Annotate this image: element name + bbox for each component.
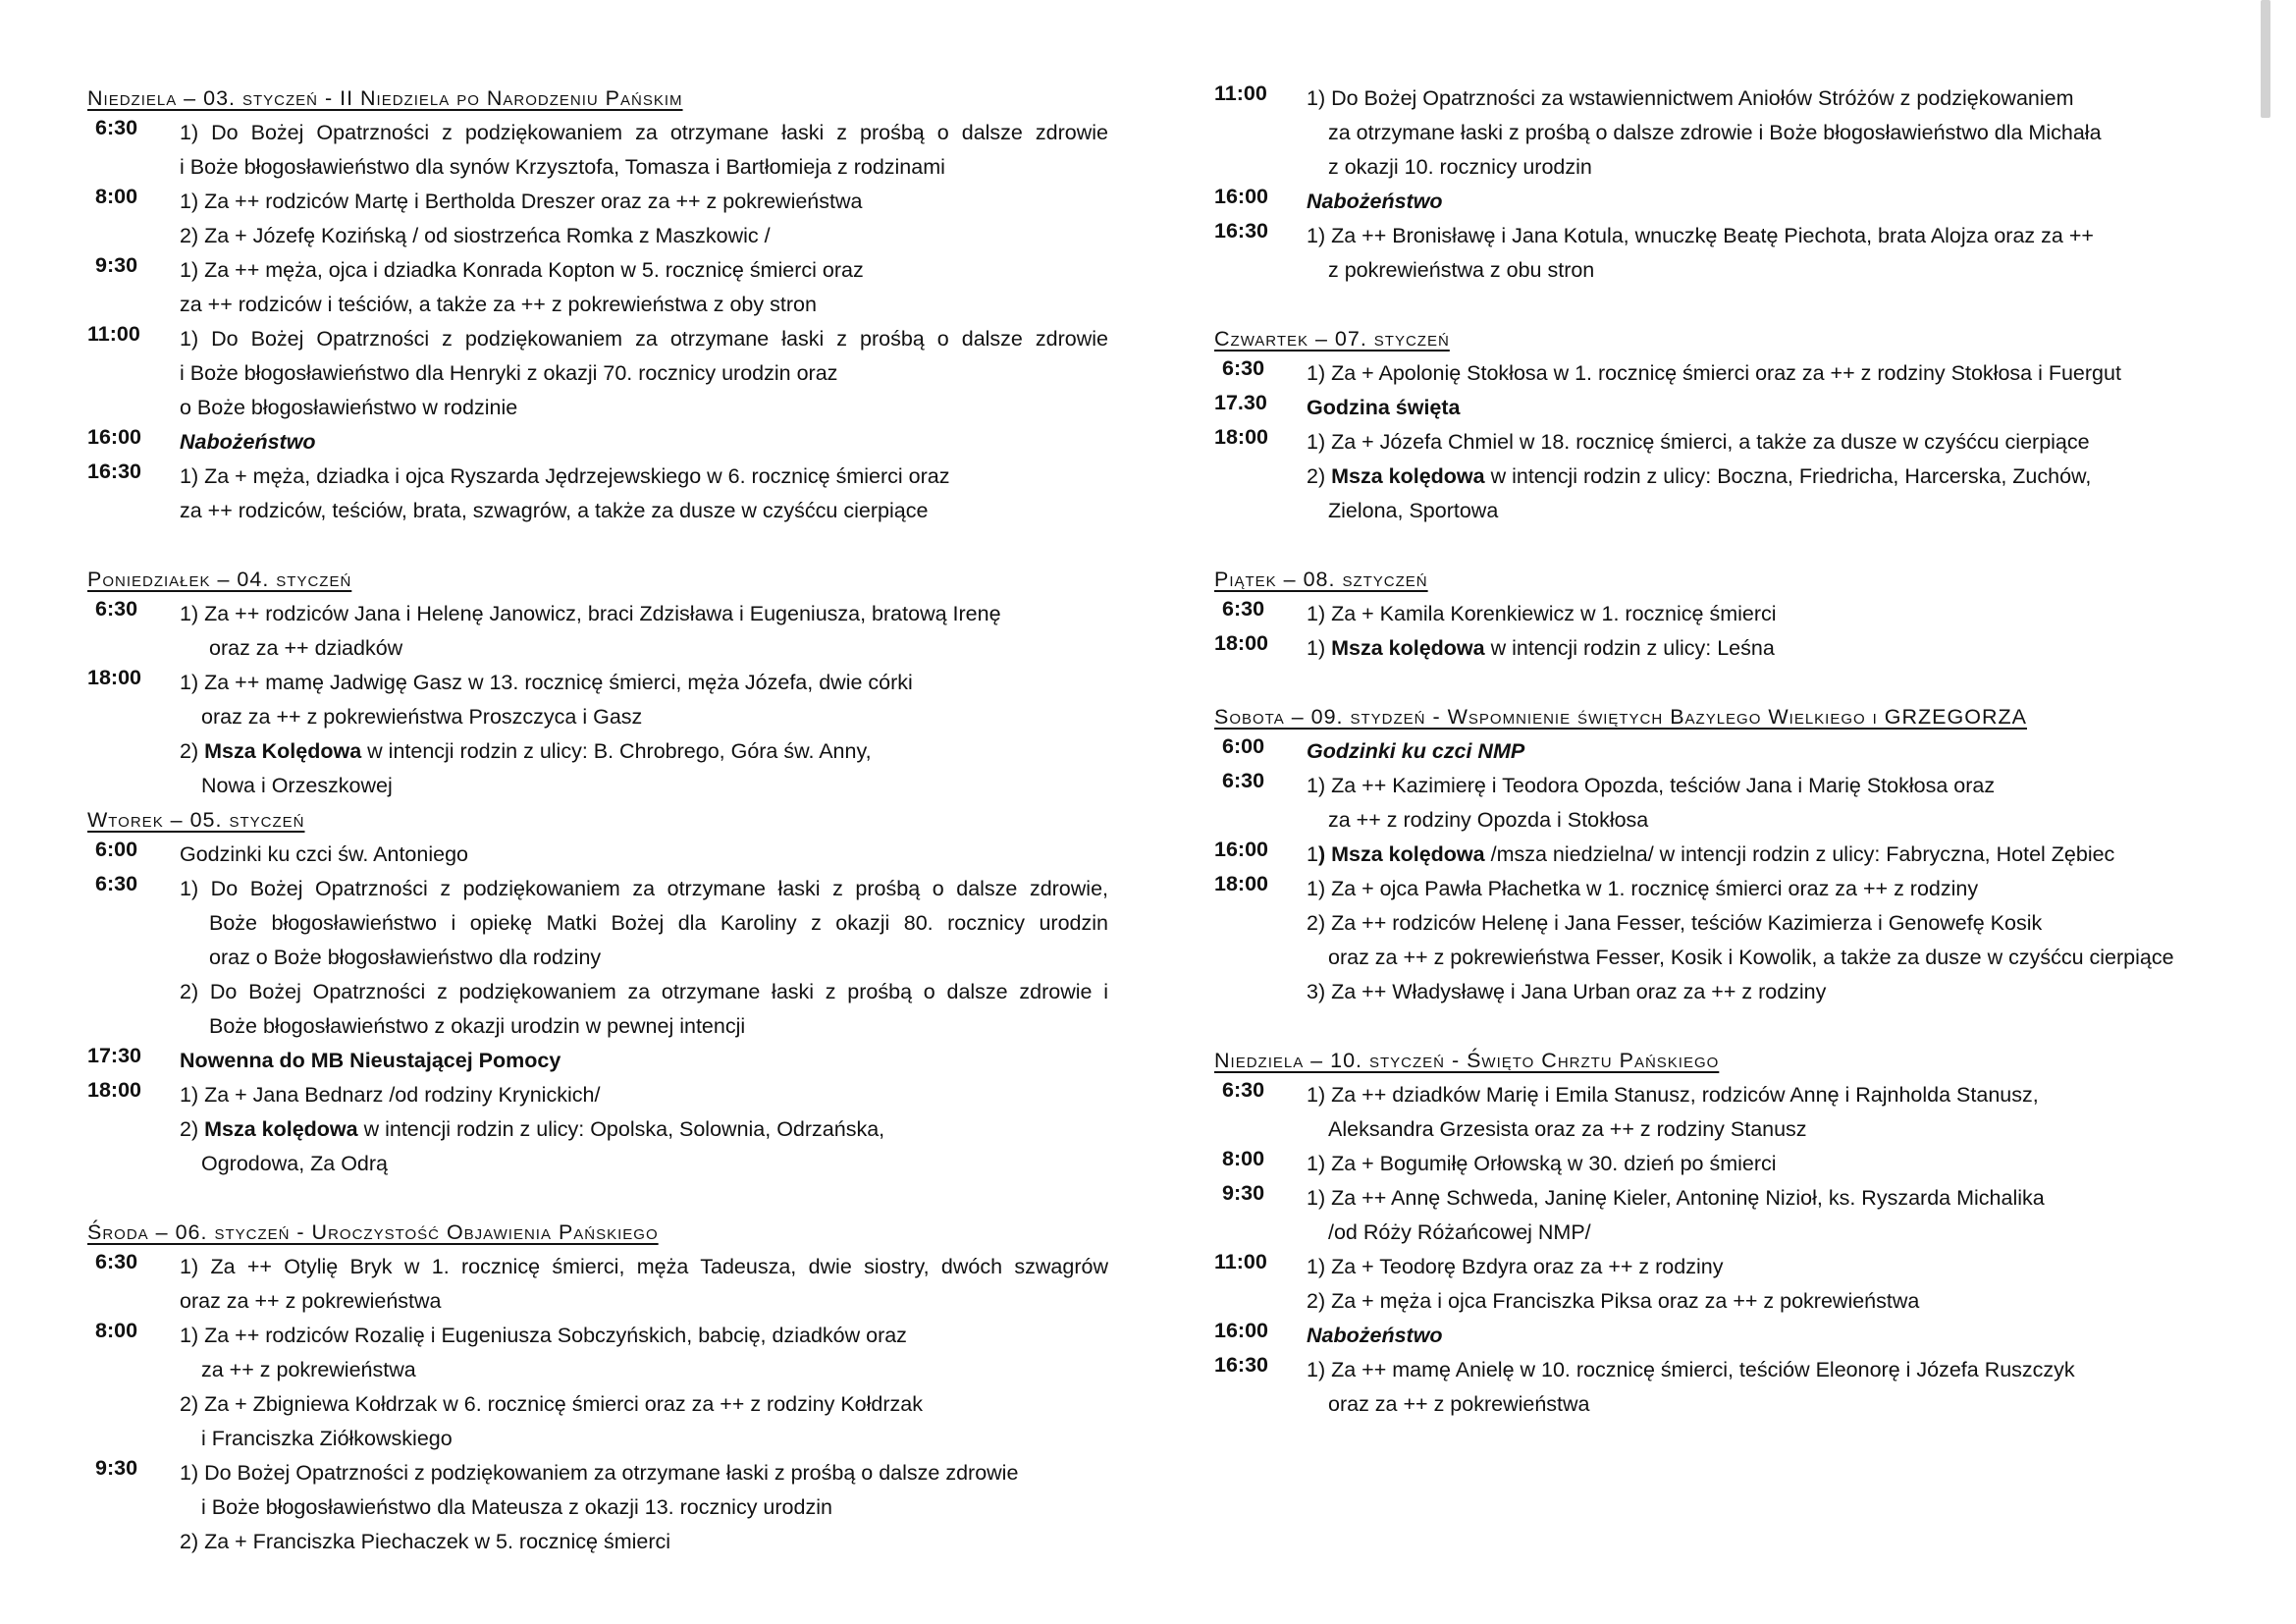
mass-entry bbox=[87, 1078, 1108, 1181]
intention-text: 1) Za ++ Otylię Bryk w 1. rocznicę śmierci, męża Tadeusza, dwie siostry, dwóch szwagrów bbox=[180, 1255, 1108, 1278]
intention-line bbox=[1307, 150, 2225, 185]
intention-line bbox=[180, 219, 1108, 253]
intention-line bbox=[1307, 1250, 2225, 1284]
mass-entry bbox=[87, 425, 1108, 460]
intention-line bbox=[180, 1525, 1108, 1559]
intention-lines bbox=[1307, 219, 2225, 288]
right-column bbox=[1214, 81, 2225, 1422]
intention-line bbox=[180, 1250, 1108, 1284]
intention-line bbox=[1307, 391, 2225, 425]
intention-line bbox=[180, 838, 1108, 872]
intention-text: za ++ z pokrewieństwa bbox=[201, 1358, 416, 1381]
intention-text: oraz za ++ z pokrewieństwa bbox=[1328, 1392, 1590, 1416]
intention-line bbox=[1307, 81, 2225, 116]
intention-text: 2) Za + Zbigniewa Kołdrzak w 6. rocznicę śmierci oraz za ++ z rodziny Kołdrzak bbox=[180, 1392, 923, 1416]
section-gap bbox=[87, 528, 1108, 563]
mass-time: 18:00 bbox=[1214, 872, 1268, 895]
mass-entry bbox=[1214, 597, 2225, 631]
day-heading: Sobota – 09. stydzeń - Wspomnienie świętych Bazylego Wielkiego i GRZEGORZA bbox=[1214, 705, 2027, 729]
intention-lines bbox=[1307, 872, 2225, 1009]
intention-line bbox=[1307, 597, 2225, 631]
intention-line bbox=[1307, 1284, 2225, 1319]
left-column bbox=[87, 81, 1108, 1559]
intention-text: 1) Za ++ męża, ojca i dziadka Konrada Kopton w 5. rocznicę śmierci oraz bbox=[180, 258, 864, 282]
intention-text: Boże błogosławieństwo z okazji urodzin w pewnej intencji bbox=[209, 1014, 746, 1038]
intention-line bbox=[180, 1009, 1108, 1044]
intention-lines bbox=[180, 1319, 1108, 1456]
mass-time: 18:00 bbox=[87, 1078, 141, 1102]
intention-line bbox=[180, 1078, 1108, 1112]
intention-text: 2) Za ++ rodziców Helenę i Jana Fesser, teściów Kazimierza i Genowefę Kosik bbox=[1307, 911, 2043, 935]
mass-entry bbox=[1214, 1078, 2225, 1147]
mass-time: 11:00 bbox=[1214, 81, 1267, 105]
mass-time: 6:00 bbox=[1222, 734, 1265, 758]
intention-line bbox=[180, 1044, 1108, 1078]
mass-entry bbox=[87, 460, 1108, 528]
intention-line bbox=[1307, 941, 2225, 975]
emphasis-text: Godzina święta bbox=[1307, 396, 1461, 419]
intention-text: 1) Za ++ dziadków Marię i Emila Stanusz, rodziców Annę i Rajnholda Stanusz, bbox=[1307, 1083, 2039, 1107]
mass-time: 6:30 bbox=[1222, 769, 1265, 792]
day-heading: Niedziela – 03. styczeń - II Niedziela po Narodzeniu Pańskim bbox=[87, 86, 683, 110]
intention-text: 1) Za + ojca Pawła Płachetka w 1. rocznicę śmierci oraz za ++ z rodziny bbox=[1307, 877, 1979, 900]
intention-line bbox=[180, 1422, 1108, 1456]
intention-text: o Boże błogosławieństwo w rodzinie bbox=[180, 396, 518, 419]
mass-entry bbox=[1214, 1147, 2225, 1181]
intention-line bbox=[180, 769, 1108, 803]
intention-lines bbox=[1307, 356, 2225, 391]
mass-time: 16:30 bbox=[87, 460, 141, 483]
mass-entry bbox=[1214, 185, 2225, 219]
intention-text: 1) Za ++ rodziców Jana i Helenę Janowicz, braci Zdzisława i Eugeniusza, bratową Irenę bbox=[180, 602, 1001, 625]
intention-lines bbox=[180, 253, 1108, 322]
intention-lines bbox=[1307, 734, 2225, 769]
day-heading: Piątek – 08. sztyczeń bbox=[1214, 568, 1428, 591]
intention-lines bbox=[1307, 597, 2225, 631]
mass-entry bbox=[1214, 219, 2225, 288]
mass-time: 8:00 bbox=[95, 185, 138, 208]
day-section bbox=[1214, 700, 2225, 1044]
mass-entry bbox=[1214, 356, 2225, 391]
intention-lines bbox=[180, 185, 1108, 253]
section-gap bbox=[87, 1181, 1108, 1216]
intention-text: 1) Do Bożej Opatrzności z podziękowaniem za otrzymane łaski z prośbą o dalsze zdrowie bbox=[180, 121, 1108, 144]
mass-time: 6:30 bbox=[95, 597, 138, 621]
mass-entry bbox=[1214, 734, 2225, 769]
day-section bbox=[1214, 563, 2225, 700]
intention-text: 1) Za + Kamila Korenkiewicz w 1. rocznicę śmierci bbox=[1307, 602, 1777, 625]
intention-line bbox=[1307, 872, 2225, 906]
intention-line bbox=[180, 460, 1108, 494]
intention-line bbox=[180, 288, 1108, 322]
mass-entry bbox=[87, 838, 1108, 872]
intention-line bbox=[1307, 838, 2225, 872]
intention-lines bbox=[1307, 1078, 2225, 1147]
mass-entry bbox=[1214, 631, 2225, 666]
intention-text: oraz za ++ z pokrewieństwa bbox=[180, 1289, 442, 1313]
intention-line bbox=[180, 1353, 1108, 1387]
intention-lines bbox=[1307, 1147, 2225, 1181]
mass-time: 6:30 bbox=[95, 872, 138, 895]
mass-time: 9:30 bbox=[95, 1456, 138, 1480]
intention-line bbox=[180, 1319, 1108, 1353]
intention-text: za ++ rodziców i teściów, a także za ++ z pokrewieństwa z oby stron bbox=[180, 293, 817, 316]
emphasis-text: Godzinki ku czci NMP bbox=[1307, 739, 1525, 763]
intention-text: /od Róży Różańcowej NMP/ bbox=[1328, 1220, 1591, 1244]
intention-line bbox=[180, 666, 1108, 700]
day-heading: Środa – 06. styczeń - Uroczystość Objawienia Pańskiego bbox=[87, 1220, 659, 1244]
intention-text: 1 bbox=[1307, 842, 1318, 866]
intention-text: 1) Za ++ rodziców Martę i Bertholda Dreszer oraz za ++ z pokrewieństwa bbox=[180, 189, 863, 213]
emphasis-text: Msza kolędowa bbox=[1331, 636, 1485, 660]
mass-time: 11:00 bbox=[1214, 1250, 1267, 1273]
intention-line bbox=[1307, 1147, 2225, 1181]
mass-entry bbox=[1214, 872, 2225, 1009]
mass-entry bbox=[87, 1319, 1108, 1456]
emphasis-text: Nabożeństwo bbox=[180, 430, 316, 454]
intention-line bbox=[180, 185, 1108, 219]
intention-line bbox=[1307, 116, 2225, 150]
emphasis-text: Msza kolędowa bbox=[1331, 464, 1485, 488]
intention-line bbox=[180, 494, 1108, 528]
mass-time: 16:00 bbox=[87, 425, 141, 449]
intention-line bbox=[1307, 425, 2225, 460]
mass-entry bbox=[87, 1456, 1108, 1559]
intention-text: Nowa i Orzeszkowej bbox=[201, 774, 393, 797]
mass-time: 6:30 bbox=[1222, 356, 1265, 380]
mass-entry bbox=[87, 872, 1108, 1044]
intention-lines bbox=[180, 1044, 1108, 1078]
emphasis-text: ) Msza kolędowa bbox=[1317, 842, 1485, 866]
mass-entry bbox=[1214, 838, 2225, 872]
intention-lines bbox=[1307, 1319, 2225, 1353]
emphasis-text: Nowenna do MB Nieustającej Pomocy bbox=[180, 1049, 561, 1072]
intention-line bbox=[1307, 1078, 2225, 1112]
intention-line bbox=[180, 1284, 1108, 1319]
day-heading: Wtorek – 05. styczeń bbox=[87, 808, 305, 832]
intention-line bbox=[1307, 1353, 2225, 1387]
intention-lines bbox=[180, 1456, 1108, 1559]
mass-time: 17.30 bbox=[1214, 391, 1267, 414]
mass-entry bbox=[87, 116, 1108, 185]
intention-text: 1) Za + Teodorę Bzdyra oraz za ++ z rodziny bbox=[1307, 1255, 1724, 1278]
mass-time: 6:30 bbox=[1222, 1078, 1265, 1102]
intention-text: za ++ z rodziny Opozda i Stokłosa bbox=[1328, 808, 1649, 832]
section-gap bbox=[1214, 666, 2225, 700]
intention-text: 1) Do Bożej Opatrzności z podziękowaniem za otrzymane łaski z prośbą o dalsze zdrowie bbox=[180, 327, 1108, 351]
intention-text: 1) Do Bożej Opatrzności z podziękowaniem za otrzymane łaski z prośbą o dalsze zdrowie bbox=[180, 1461, 1019, 1485]
intention-lines bbox=[180, 838, 1108, 872]
intention-line bbox=[180, 391, 1108, 425]
intention-lines bbox=[180, 425, 1108, 460]
intention-text: 1) Do Bożej Opatrzności za wstawiennictwem Aniołów Stróżów z podziękowaniem bbox=[1307, 86, 2074, 110]
intention-text: oraz za ++ z pokrewieństwa Proszczyca i Gasz bbox=[201, 705, 643, 729]
mass-entry bbox=[1214, 1353, 2225, 1422]
intention-line bbox=[1307, 769, 2225, 803]
day-section bbox=[1214, 322, 2225, 563]
mass-time: 17:30 bbox=[87, 1044, 141, 1067]
mass-entry bbox=[1214, 769, 2225, 838]
intention-text: z okazji 10. rocznicy urodzin bbox=[1328, 155, 1592, 179]
intention-line bbox=[1307, 460, 2225, 494]
mass-entry bbox=[87, 597, 1108, 666]
intention-line bbox=[1307, 1387, 2225, 1422]
emphasis-text: Msza Kolędowa bbox=[204, 739, 362, 763]
intention-line bbox=[1307, 1181, 2225, 1216]
intention-lines bbox=[180, 597, 1108, 666]
intention-text: 1) Do Bożej Opatrzności z podziękowaniem za otrzymane łaski z prośbą o dalsze zdrowie, bbox=[180, 877, 1108, 900]
mass-entry bbox=[87, 253, 1108, 322]
intention-line bbox=[1307, 631, 2225, 666]
intention-text: Godzinki ku czci św. Antoniego bbox=[180, 842, 468, 866]
mass-time: 16:00 bbox=[1214, 185, 1268, 208]
day-section bbox=[87, 81, 1108, 563]
intention-line bbox=[180, 116, 1108, 150]
mass-entry bbox=[1214, 81, 2225, 185]
intention-line bbox=[180, 1387, 1108, 1422]
intention-line bbox=[1307, 1216, 2225, 1250]
intention-line bbox=[180, 700, 1108, 734]
day-heading: Poniedziałek – 04. styczeń bbox=[87, 568, 352, 591]
intention-line bbox=[180, 425, 1108, 460]
mass-time: 6:30 bbox=[95, 1250, 138, 1273]
intention-text: 2) bbox=[1307, 464, 1332, 488]
mass-time: 18:00 bbox=[87, 666, 141, 689]
intention-text: 2) bbox=[180, 739, 205, 763]
intention-line bbox=[180, 1112, 1108, 1147]
intention-line bbox=[180, 631, 1108, 666]
intention-text: Aleksandra Grzesista oraz za ++ z rodziny Stanusz bbox=[1328, 1117, 1807, 1141]
intention-lines bbox=[180, 666, 1108, 803]
mass-time: 8:00 bbox=[95, 1319, 138, 1342]
intention-line bbox=[1307, 975, 2225, 1009]
section-gap bbox=[1214, 528, 2225, 563]
section-gap bbox=[1214, 1009, 2225, 1044]
intention-text: 1) Za + Apolonię Stokłosa w 1. rocznicę śmierci oraz za ++ z rodziny Stokłosa i Fuergut bbox=[1307, 361, 2121, 385]
mass-entry bbox=[1214, 1250, 2225, 1319]
mass-entry bbox=[87, 666, 1108, 803]
intention-text: i Boże błogosławieństwo dla Mateusza z okazji 13. rocznicy urodzin bbox=[201, 1495, 832, 1519]
mass-time: 6:00 bbox=[95, 838, 138, 861]
intention-text: 2) Za + Franciszka Piechaczek w 5. rocznicę śmierci bbox=[180, 1530, 671, 1553]
intention-line bbox=[180, 941, 1108, 975]
intention-line bbox=[1307, 253, 2225, 288]
intention-text: 1) Za + męża, dziadka i ojca Ryszarda Jędrzejewskiego w 6. rocznicę śmierci oraz bbox=[180, 464, 950, 488]
intention-text: w intencji rodzin z ulicy: Opolska, Solownia, Odrzańska, bbox=[357, 1117, 885, 1141]
mass-time: 6:30 bbox=[95, 116, 138, 139]
intention-lines bbox=[1307, 1181, 2225, 1250]
intention-text: 1) Za + Józefa Chmiel w 18. rocznicę śmierci, a także za dusze w czyśćcu cierpiące bbox=[1307, 430, 2090, 454]
intention-text: w intencji rodzin z ulicy: Boczna, Friedricha, Harcerska, Zuchów, bbox=[1484, 464, 2092, 488]
day-section bbox=[87, 803, 1108, 1216]
mass-time: 11:00 bbox=[87, 322, 140, 346]
day-section bbox=[87, 563, 1108, 803]
intention-text: 2) Za + Józefę Kozińską / od siostrzeńca Romka z Maszkowic / bbox=[180, 224, 771, 247]
day-section bbox=[1214, 1044, 2225, 1422]
intention-line bbox=[180, 1456, 1108, 1490]
mass-entry bbox=[1214, 425, 2225, 528]
section-gap bbox=[1214, 288, 2225, 322]
mass-entry bbox=[1214, 391, 2225, 425]
intention-text: oraz o Boże błogosławieństwo dla rodziny bbox=[209, 946, 602, 969]
day-heading: Czwartek – 07. styczeń bbox=[1214, 327, 1450, 351]
intention-line bbox=[180, 597, 1108, 631]
intention-text: za otrzymane łaski z prośbą o dalsze zdrowie i Boże błogosławieństwo dla Michała bbox=[1328, 121, 2102, 144]
mass-entry bbox=[87, 1044, 1108, 1078]
mass-time: 16:30 bbox=[1214, 1353, 1268, 1377]
intention-text: 1) bbox=[1307, 636, 1332, 660]
intention-text: oraz za ++ z pokrewieństwa Fesser, Kosik i Kowolik, a także za dusze w czyśćcu cierpiące bbox=[1328, 946, 2174, 969]
intention-text: 1) Za ++ Kazimierę i Teodora Opozda, teściów Jana i Marię Stokłosa oraz bbox=[1307, 774, 1996, 797]
intention-lines bbox=[1307, 769, 2225, 838]
intention-text: za ++ rodziców, teściów, brata, szwagrów, a także za dusze w czyśćcu cierpiące bbox=[180, 499, 929, 522]
intention-text: 1) Za ++ mamę Anielę w 10. rocznicę śmierci, teściów Eleonorę i Józefa Ruszczyk bbox=[1307, 1358, 2075, 1381]
intention-text: 2) bbox=[180, 1117, 205, 1141]
mass-time: 9:30 bbox=[95, 253, 138, 277]
intention-line bbox=[1307, 219, 2225, 253]
intention-text: 1) Za ++ mamę Jadwigę Gasz w 13. rocznicę śmierci, męża Józefa, dwie córki bbox=[180, 671, 913, 694]
intention-lines bbox=[180, 1250, 1108, 1319]
intention-lines bbox=[1307, 1353, 2225, 1422]
mass-time: 18:00 bbox=[1214, 631, 1268, 655]
intention-lines bbox=[1307, 391, 2225, 425]
intention-text: i Boże błogosławieństwo dla synów Krzysztofa, Tomasza i Bartłomieja z rodzinami bbox=[180, 155, 945, 179]
mass-entry bbox=[87, 185, 1108, 253]
mass-time: 9:30 bbox=[1222, 1181, 1265, 1205]
intention-line bbox=[180, 906, 1108, 941]
intention-text: 3) Za ++ Władysławę i Jana Urban oraz za ++ z rodziny bbox=[1307, 980, 1827, 1003]
intention-line bbox=[180, 1490, 1108, 1525]
intention-line bbox=[1307, 803, 2225, 838]
intention-line bbox=[1307, 185, 2225, 219]
intention-lines bbox=[180, 322, 1108, 425]
intention-text: /msza niedzielna/ w intencji rodzin z ulicy: Fabryczna, Hotel Zębiec bbox=[1484, 842, 2115, 866]
intention-lines bbox=[180, 872, 1108, 1044]
intention-lines bbox=[1307, 838, 2225, 872]
intention-line bbox=[1307, 1319, 2225, 1353]
intention-lines bbox=[1307, 81, 2225, 185]
intention-line bbox=[180, 872, 1108, 906]
intention-line bbox=[180, 356, 1108, 391]
mass-time: 8:00 bbox=[1222, 1147, 1265, 1170]
intention-line bbox=[180, 253, 1108, 288]
intention-text: w intencji rodzin z ulicy: Leśna bbox=[1484, 636, 1775, 660]
mass-time: 6:30 bbox=[1222, 597, 1265, 621]
intention-text: 2) Do Bożej Opatrzności z podziękowaniem za otrzymane łaski z prośbą o dalsze zdrowie i bbox=[180, 980, 1108, 1003]
mass-time: 16:00 bbox=[1214, 838, 1268, 861]
mass-time: 16:30 bbox=[1214, 219, 1268, 243]
intention-text: 2) Za + męża i ojca Franciszka Piksa oraz za ++ z pokrewieństwa bbox=[1307, 1289, 1920, 1313]
intention-text: i Boże błogosławieństwo dla Henryki z okazji 70. rocznicy urodzin oraz bbox=[180, 361, 838, 385]
mass-entry bbox=[1214, 1181, 2225, 1250]
intention-line bbox=[180, 150, 1108, 185]
intention-lines bbox=[1307, 185, 2225, 219]
intention-lines bbox=[1307, 631, 2225, 666]
emphasis-text: Nabożeństwo bbox=[1307, 189, 1443, 213]
day-section bbox=[1214, 81, 2225, 322]
intention-text: oraz za ++ dziadków bbox=[209, 636, 403, 660]
emphasis-text: Msza kolędowa bbox=[204, 1117, 358, 1141]
intention-lines bbox=[180, 1078, 1108, 1181]
intention-text: z pokrewieństwa z obu stron bbox=[1328, 258, 1595, 282]
intention-line bbox=[1307, 734, 2225, 769]
intention-line bbox=[180, 322, 1108, 356]
intention-line bbox=[180, 975, 1108, 1009]
scrollbar-thumb[interactable] bbox=[2261, 0, 2270, 118]
intention-line bbox=[1307, 494, 2225, 528]
mass-entry bbox=[1214, 1319, 2225, 1353]
intention-text: i Franciszka Ziółkowskiego bbox=[201, 1427, 453, 1450]
intention-text: Boże błogosławieństwo i opiekę Matki Bożej dla Karoliny z okazji 80. rocznicy urodzin bbox=[209, 911, 1108, 935]
intention-text: 1) Za ++ rodziców Rozalię i Eugeniusza Sobczyńskich, babcię, dziadków oraz bbox=[180, 1324, 907, 1347]
emphasis-text: Nabożeństwo bbox=[1307, 1324, 1443, 1347]
intention-text: w intencji rodzin z ulicy: B. Chrobrego, Góra św. Anny, bbox=[361, 739, 872, 763]
intention-line bbox=[180, 734, 1108, 769]
intention-text: Zielona, Sportowa bbox=[1328, 499, 1499, 522]
intention-lines bbox=[1307, 425, 2225, 528]
intention-text: 1) Za ++ Annę Schweda, Janinę Kieler, Antoninę Nizioł, ks. Ryszarda Michalika bbox=[1307, 1186, 2045, 1210]
intention-lines bbox=[1307, 1250, 2225, 1319]
mass-entry bbox=[87, 1250, 1108, 1319]
intention-lines bbox=[180, 116, 1108, 185]
intention-line bbox=[180, 1147, 1108, 1181]
intention-text: 1) Za ++ Bronisławę i Jana Kotula, wnuczkę Beatę Piechota, brata Alojza oraz za ++ bbox=[1307, 224, 2094, 247]
intention-text: 1) Za + Bogumiłę Orłowską w 30. dzień po śmierci bbox=[1307, 1152, 1777, 1175]
intention-lines bbox=[180, 460, 1108, 528]
mass-entry bbox=[87, 322, 1108, 425]
mass-time: 18:00 bbox=[1214, 425, 1268, 449]
day-section bbox=[87, 1216, 1108, 1559]
intention-line bbox=[1307, 1112, 2225, 1147]
day-heading: Niedziela – 10. styczeń - Święto Chrztu Pańskiego bbox=[1214, 1049, 1720, 1072]
intention-line bbox=[1307, 906, 2225, 941]
intention-text: Ogrodowa, Za Odrą bbox=[201, 1152, 389, 1175]
intention-text: 1) Za + Jana Bednarz /od rodziny Krynickich/ bbox=[180, 1083, 601, 1107]
mass-time: 16:00 bbox=[1214, 1319, 1268, 1342]
intention-line bbox=[1307, 356, 2225, 391]
